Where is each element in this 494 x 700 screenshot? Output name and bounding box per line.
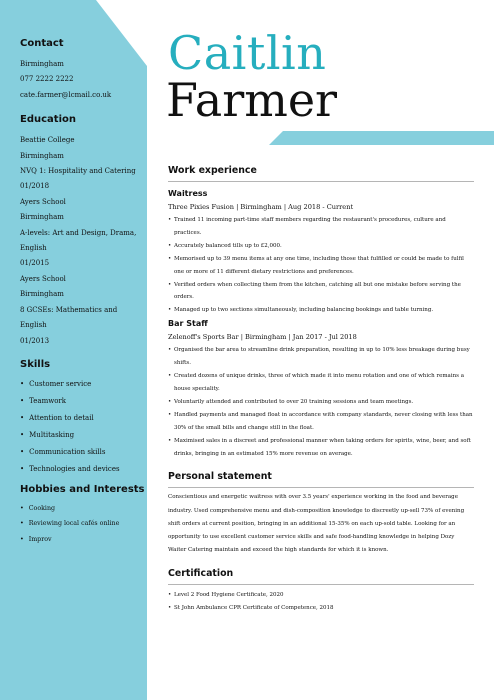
job-title: Waitress — [168, 189, 208, 198]
job-bullet: • Maximised sales in a discreet and professional manner when taking orders for spirits, wine, beer, and soft drinks, bringing in an estimated 15% more revenue on average. — [168, 435, 474, 461]
job-bullet: • Trained 11 incoming part-time staff members regarding the restaurant's procedures, culture and practices. — [168, 214, 474, 240]
skill-item: • Communication skills — [20, 444, 147, 461]
work-experience-heading: Work experience — [168, 165, 257, 176]
education-line: Birmingham — [20, 213, 64, 222]
education-heading: Education — [20, 114, 76, 126]
education-section — [20, 114, 147, 349]
education-line: English — [20, 244, 47, 253]
job-bullet: • Memorised up to 39 menu items at any one time, including those that fulfilled or could be made to fulfil one or more of 11 different dietary restrictions and preferences. — [168, 253, 474, 279]
education-line: 01/2018 — [20, 182, 50, 191]
job-bullet: • Verified orders when collecting them from the kitchen, catching all but one mistake before serving the orders. — [168, 279, 474, 305]
education-line: 8 GCSEs: Mathematics and — [20, 305, 118, 314]
job-meta: Three Pixies Fusion | Birmingham | Aug 2018 - Current — [168, 203, 354, 211]
contact-heading: Contact — [20, 38, 64, 49]
accent-bar — [269, 131, 494, 145]
section-divider — [168, 487, 474, 488]
skill-item: • Multitasking — [20, 427, 147, 444]
education-line: 01/2015 — [20, 259, 50, 268]
education-line: Ayers School — [20, 197, 66, 206]
job-entry — [168, 188, 474, 317]
hobbies-heading: Hobbies and Interests — [20, 483, 145, 495]
contact-email[interactable]: cate.farmer@lcmail.co.uk — [20, 90, 112, 99]
skill-item: • Teamwork — [20, 393, 147, 410]
certification-heading: Certification — [168, 567, 234, 579]
hobby-item: • Cooking — [20, 501, 147, 516]
last-name: Farmer — [166, 73, 338, 127]
education-line: Birmingham — [20, 290, 64, 299]
education-line: A-levels: Art and Design, Drama, — [20, 228, 137, 237]
job-bullet: • Voluntarily attended and contributed to over 20 training sessions and team meetings. — [168, 396, 474, 409]
contact-location: Birmingham — [20, 60, 64, 68]
sidebar-corner-cutout — [96, 0, 147, 66]
education-line: Beattie College — [20, 136, 75, 145]
first-name: Caitlin — [168, 26, 327, 80]
sidebar — [0, 0, 147, 700]
contact-phone: 077 2222 2222 — [20, 75, 74, 84]
education-line: NVQ 1: Hospitality and Catering — [20, 167, 136, 176]
education-line: 01/2013 — [20, 336, 50, 345]
personal-statement-text: Conscientious and energetic waitress with over 3.5 years' experience working in the food and beverage industry. Used comprehensive menu and dish-composition knowledge to discreetly up-sell 73% of evening shift orders at current position, bringing in an additional 15-35% on each up-sold table. Looking for an opportunity to use excellent customer service skills and safe food-handling knowledge in helping Dozy Waiter Catering maintain and exceed the high standards for which it is known. — [168, 494, 465, 553]
work-experience-section — [168, 164, 474, 460]
hobby-item: • Reviewing local cafés online — [20, 516, 147, 531]
education-line: Birmingham — [20, 151, 64, 160]
hobbies-section — [20, 484, 147, 547]
certification-item: • St John Ambulance CPR Certificate of Competence, 2018 — [168, 602, 474, 615]
job-entry — [168, 318, 474, 460]
certification-item: • Level 2 Food Hygiene Certificate, 2020 — [168, 589, 474, 602]
section-divider — [168, 181, 474, 182]
job-title: Bar Staff — [168, 319, 208, 329]
job-bullet: • Organised the bar area to streamline drink preparation, resulting in up to 10% less breakage during busy shifts. — [168, 344, 474, 370]
skill-item: • Attention to detail — [20, 410, 147, 427]
job-bullet: • Created dozens of unique drinks, three of which made it into menu rotation and one of which remains a house speciality. — [168, 370, 474, 396]
skills-heading: Skills — [20, 358, 51, 370]
education-line: Ayers School — [20, 274, 66, 283]
skill-item: • Customer service — [20, 376, 147, 393]
certification-section — [168, 567, 474, 615]
main-content — [168, 164, 474, 615]
personal-statement-heading: Personal statement — [168, 471, 272, 483]
job-meta: Zelenoff's Sports Bar | Birmingham | Jan 2017 - Jul 2018 — [168, 333, 357, 342]
personal-statement-section — [168, 470, 474, 556]
job-bullet: • Managed up to two sections simultaneously, including balancing bookings and table turning. — [168, 304, 474, 317]
skill-item: • Technologies and devices — [20, 461, 147, 478]
education-line: English — [20, 321, 47, 330]
job-bullet: • Handled payments and managed float in accordance with company standards, never closing with less than 30% of the small bills and change still in the float. — [168, 409, 474, 435]
job-bullet: • Accurately balanced tills up to £2,000. — [168, 240, 474, 253]
hobby-item: • Improv — [20, 532, 147, 547]
skills-section — [20, 359, 147, 478]
section-divider — [168, 584, 474, 585]
